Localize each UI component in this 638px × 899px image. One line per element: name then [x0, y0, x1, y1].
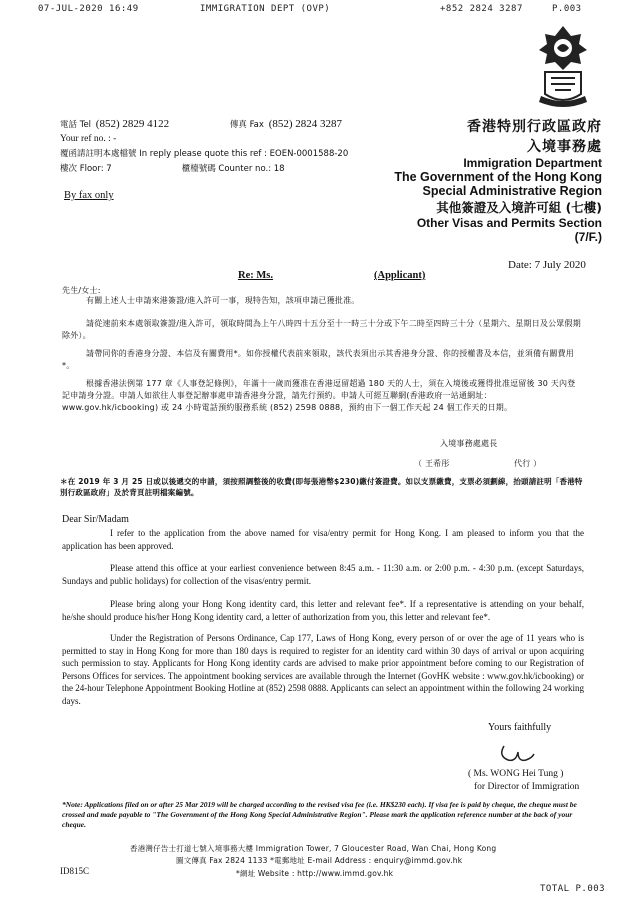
- department-block: [342, 116, 602, 244]
- fax-datetime: 07-JUL-2020 16:49: [38, 4, 139, 14]
- chinese-salutation: 先生/女士:: [62, 286, 101, 295]
- footer-website: *網址 Website : http://www.immd.gov.hk: [236, 869, 394, 878]
- signature-icon: [498, 742, 538, 764]
- section-english: Other Visas and Permits Section: [416, 216, 602, 230]
- chinese-paragraph-1: 有關上述人士申請來港簽證/進入許可一事，現特告知，該項申請已獲批准。: [86, 296, 360, 305]
- chinese-fee-note: ＊在 2019 年 3 月 25 日或以後遞交的申請，須按照調整後的收費(即每張港幣$230)繳付簽證費。如以支票繳費，支票必須劃線，抬頭請註明「香港特別行政區政府」及於背頁註明檔案編號。: [60, 477, 583, 497]
- contact-block: [60, 118, 348, 175]
- english-fee-note: *Note: Applications filed on or after 25 Mar 2019 will be charged according to the revised visa fee (i.e. HK$230 each). If visa fee is paid by cheque, the cheque must be crossed and made payable to "The Government of the Hong Kong Special Administrative Region". Please mark the application reference number at the back of your cheque.: [62, 800, 577, 829]
- fax-page: P.003: [552, 4, 582, 14]
- your-ref: Your ref no. : -: [60, 134, 117, 144]
- chinese-paragraph-4: 根據香港法例第 177 章《人事登記條例》，年滿十一歲而獲准在香港逗留超過 180 天的人士，須在入境後或獲得批准逗留後 30 天內登記申請身分證。申請人如欲往人事登記辦事處申請香港身分證，請先行預約。申請人可經互聯網(香港政府一站通網址：www.gov.hk/icbooking) 或 24 小時電話預約服務系統 (852) 2598 0888，預約由下一個工作天起 24 個工作天的日期。: [62, 379, 576, 412]
- fax-label: 傳真 Fax: [229, 120, 264, 130]
- fax-phone: +852 2824 3287: [440, 4, 523, 14]
- our-ref: 覆函請註明本處檔號 In reply please quote this ref : EOEN-0001588-20: [60, 149, 349, 159]
- re-label: Re: Ms.: [238, 270, 273, 281]
- department-name: Immigration Department: [463, 156, 602, 170]
- tel-number: (852) 2829 4122: [95, 118, 170, 130]
- english-signer-name: ( Ms. WONG Hei Tung ): [468, 769, 564, 779]
- english-paragraph-1: I refer to the application from the above named for visa/entry permit for Hong Kong. I am pleased to inform you that the application has been approved.: [62, 528, 584, 551]
- letter-date: Date: 7 July 2020: [508, 259, 586, 271]
- government-line-1: The Government of the Hong Kong: [394, 170, 602, 184]
- english-paragraph-4: Under the Registration of Persons Ordinance, Cap 177, Laws of Hong Kong, every person of or over the age of 11 years who is permitted to stay in Hong Kong for more than 180 days is required to register for an identity card within 30 days of arrival or upon acquiring such permission to stay. Applicants for Hong Kong identity cards are advised to make prior appointment before coming to our Registration of Persons Offices for services. The appointment booking services are available through the Internet (GovHK website : www.gov.hk/icbooking) or the 24-hour Telephone Appointment Booking Hotline at (852) 2598 0888. Applicants can select an appointment within the following 24 working days.: [62, 633, 584, 706]
- closing: Yours faithfully: [488, 722, 552, 733]
- government-line-2: Special Administrative Region: [422, 184, 602, 198]
- tel-label: 電話 Tel: [60, 120, 92, 130]
- re-applicant: (Applicant): [374, 270, 426, 281]
- chinese-department: 入境事務處: [527, 139, 602, 155]
- chinese-paragraph-3: 請帶同你的香港身分證、本信及有關費用*。如你授權代表前來領取，該代表須出示其香港身分證、你的授權書及本信，並須備有關費用*。: [62, 349, 574, 370]
- chinese-government: 香港特別行政區政府: [467, 119, 602, 135]
- total-pages: TOTAL P.003: [540, 884, 606, 894]
- fax-sender: IMMIGRATION DEPT (OVP): [200, 4, 331, 14]
- form-id: ID815C: [60, 866, 89, 876]
- floor: 樓次 Floor: 7: [60, 164, 112, 174]
- chinese-signer-for: 代行 ）: [514, 459, 542, 468]
- footer-fax-email: 圖文傳真 Fax 2824 1133 *電郵地址 E-mail Address : enquiry@immd.gov.hk: [176, 856, 463, 865]
- immigration-crest-icon: [535, 24, 591, 108]
- counter: 櫃檯號碼 Counter no.: 18: [181, 164, 285, 174]
- chinese-paragraph-2: 請從速前來本處領取簽證/進入許可，領取時間為上午八時四十五分至十一時三十分或下午二時至四時三十分（星期六、星期日及公眾假期除外）。: [62, 319, 581, 340]
- section-chinese: 其他簽證及入境許可組 (七樓): [436, 200, 602, 215]
- delivery-method: By fax only: [64, 190, 114, 201]
- english-paragraph-3: Please bring along your Hong Kong identity card, this letter and relevant fee*. If a representative is attending on your behalf, he/she should produce his/her Hong Kong identity card, a letter of authorization from you, this letter and relevant fee*.: [62, 599, 584, 622]
- english-salutation: Dear Sir/Madam: [62, 514, 129, 525]
- english-signer-for: for Director of Immigration: [474, 782, 580, 792]
- section-floor: (7/F.): [574, 230, 602, 244]
- chinese-signer-name: （ 王希彤: [414, 459, 450, 468]
- english-paragraph-2: Please attend this office at your earliest convenience between 8:45 a.m. - 11:30 a.m. or 2:00 p.m. - 4:30 p.m. (except Saturdays, Sundays and public holidays) for collection of the visas/entry permit.: [62, 563, 584, 586]
- footer-address: 香港灣仔告士打道七號入境事務大樓 Immigration Tower, 7 Gloucester Road, Wan Chai, Hong Kong: [130, 844, 497, 853]
- chinese-signer-title: 入境事務處處長: [440, 439, 498, 448]
- fax-number: (852) 2824 3287: [268, 118, 343, 130]
